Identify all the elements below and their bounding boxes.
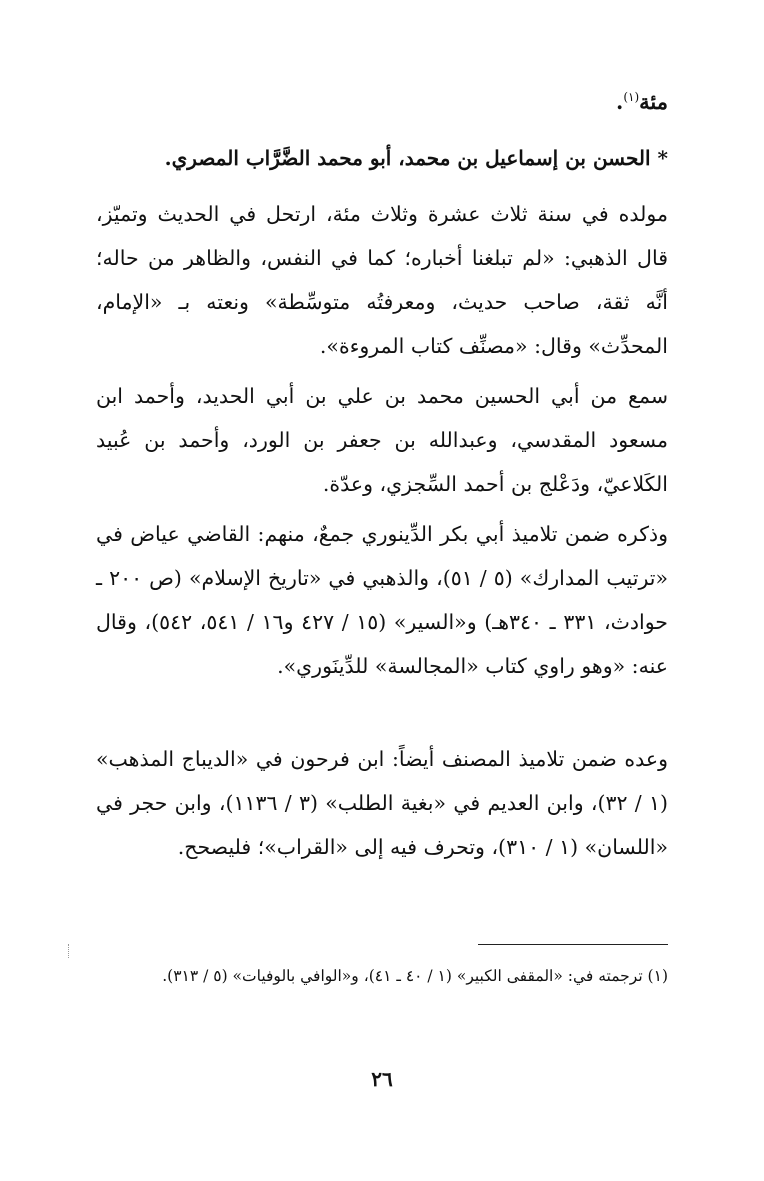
footnote-marker: (١) — [623, 90, 640, 104]
paragraph-birth: مولده في سنة ثلاث عشرة وثلاث مئة، ارتحل في الحديث وتميّز، قال الذهبي: «لم تبلغنا أخباره؛ كما في النفس، والظاهر من حاله؛ أنَّه ثقة، صاحب حديث، ومعرفتُه متوسِّطة» ونعته بـ «الإمام، المحدِّث» وقال: «مصنِّف كتاب المروءة». — [96, 202, 668, 358]
footnote: (١) ترجمته في: «المقفى الكبير» (١ / ٤٠ ـ ٤١)، و«الوافي بالوفيات» (٥ / ٣١٣). — [162, 967, 668, 985]
carryover-word: مئة — [639, 89, 668, 114]
paragraph-students-of-dinawari: وذكره ضمن تلاميذ أبي بكر الدِّينوري جمعٌ، منهم: القاضي عياض في «ترتيب المدارك» (٥ / ٥١)، والذهبي في «تاريخ الإسلام» (ص ٢٠٠ ـ حوادث، ٣٣١ ـ ٣٤٠هـ) و«السير» (١٥ / ٤٢٧ و١٦ / ٥٤١، ٥٤٢)، وقال عنه: «وهو راوي كتاب «المجالسة» للدِّينَوري». — [96, 522, 668, 678]
paragraph-teachers: سمع من أبي الحسين محمد بن علي بن أبي الحديد، وأحمد ابن مسعود المقدسي، وعبدالله بن جعفر بن الورد، وأحمد بن عُبيد الكَلاعيّ، ودَعْلج بن أحمد السِّجزي، وعدّة. — [96, 384, 668, 496]
page-number: ٢٦ — [371, 1067, 393, 1091]
carryover-end: . — [616, 89, 624, 114]
carryover-fragment — [548, 82, 668, 117]
paragraph-students-of-author: وعده ضمن تلاميذ المصنف أيضاً: ابن فرحون في «الديباج المذهب» (١ / ٣٢)، وابن العديم في «بغية الطلب» (٣ / ١١٣٦)، وابن حجر في «اللسان» (١ / ٣١٠)، وتحرف فيه إلى «القراب»؛ فليصحح. — [96, 747, 668, 859]
footnote-separator — [478, 944, 668, 945]
entry-heading: * الحسن بن إسماعيل بن محمد، أبو محمد الضَّرَّاب المصري. — [164, 146, 668, 170]
margin-mark — [68, 944, 73, 958]
